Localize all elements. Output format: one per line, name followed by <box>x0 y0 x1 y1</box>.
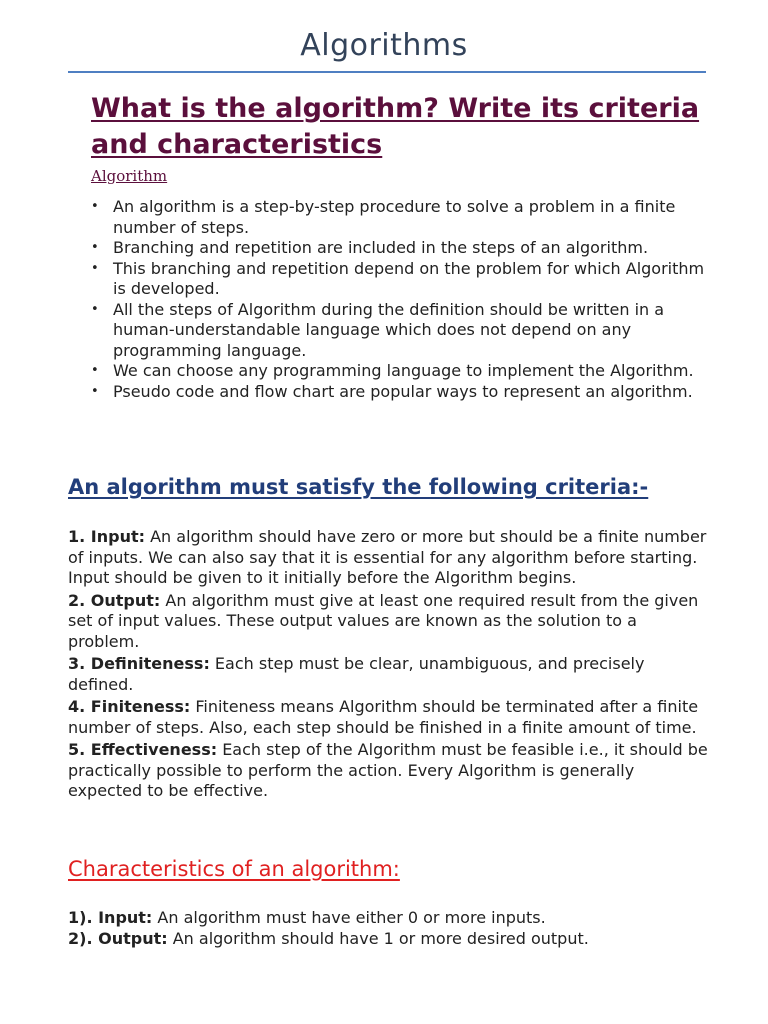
criteria-list <box>68 527 708 804</box>
criteria-label: 3. Definiteness: <box>68 654 210 673</box>
bullet-item: • An algorithm is a step-by-step procedure to solve a problem in a finite number of steps. <box>91 197 706 238</box>
characteristic-label: 2). Output: <box>68 928 168 948</box>
criteria-text: An algorithm must give at least one required result from the given set of input values. These output values are known as the solution to a problem. <box>68 590 699 651</box>
criteria-item-finiteness <box>68 697 708 738</box>
bullet-item: • Branching and repetition are included in the steps of an algorithm. <box>91 238 706 259</box>
criteria-label: 2. Output: <box>68 590 161 610</box>
bullet-item: • Pseudo code and flow chart are popular ways to represent an algorithm. <box>91 382 706 403</box>
criteria-text: An algorithm should have zero or more but should be a finite number of inputs. We can also say that it is essential for any algorithm before starting. Input should be given to it initially before the Algorithm begins. <box>68 527 707 587</box>
characteristics-heading: Characteristics of an algorithm: <box>68 857 400 881</box>
question-heading: What is the algorithm? Write its criteria and characteristics <box>91 93 700 160</box>
title-divider <box>68 71 706 73</box>
criteria-label: 4. Finiteness: <box>68 697 191 716</box>
criteria-item-definiteness <box>68 654 708 695</box>
bullet-item: • We can choose any programming language to implement the Algorithm. <box>91 361 706 382</box>
document-title: Algorithms <box>300 28 468 63</box>
characteristic-text: An algorithm should have 1 or more desired output. <box>167 928 589 948</box>
characteristic-item-input <box>68 908 708 929</box>
criteria-label: 1. Input: <box>68 527 146 546</box>
criteria-heading: An algorithm must satisfy the following criteria:- <box>68 475 649 499</box>
algorithm-subheading-link[interactable]: Algorithm <box>91 167 168 185</box>
bullet-item: • This branching and repetition depend on the problem for which Algorithm is developed. <box>91 259 706 300</box>
criteria-item-effectiveness <box>68 740 708 802</box>
criteria-item-output <box>68 591 708 653</box>
criteria-text: Each step must be clear, unambiguous, and precisely defined. <box>68 654 645 694</box>
characteristic-text: An algorithm must have either 0 or more inputs. <box>152 908 546 927</box>
characteristic-item-output <box>68 929 708 950</box>
characteristic-label: 1). Input: <box>68 908 153 927</box>
criteria-text: Finiteness means Algorithm should be terminated after a finite number of steps. Also, each step should be finished in a finite amount of time. <box>68 697 699 737</box>
criteria-item-input <box>68 527 708 589</box>
characteristics-list <box>68 908 708 949</box>
algorithm-bullet-list <box>91 197 706 402</box>
bullet-item: • All the steps of Algorithm during the definition should be written in a human-understandable language which does not depend on any programming language. <box>91 300 706 362</box>
criteria-text: Each step of the Algorithm must be feasible i.e., it should be practically possible to perform the action. Every Algorithm is generally expected to be effective. <box>68 740 708 800</box>
criteria-label: 5. Effectiveness: <box>68 740 218 759</box>
